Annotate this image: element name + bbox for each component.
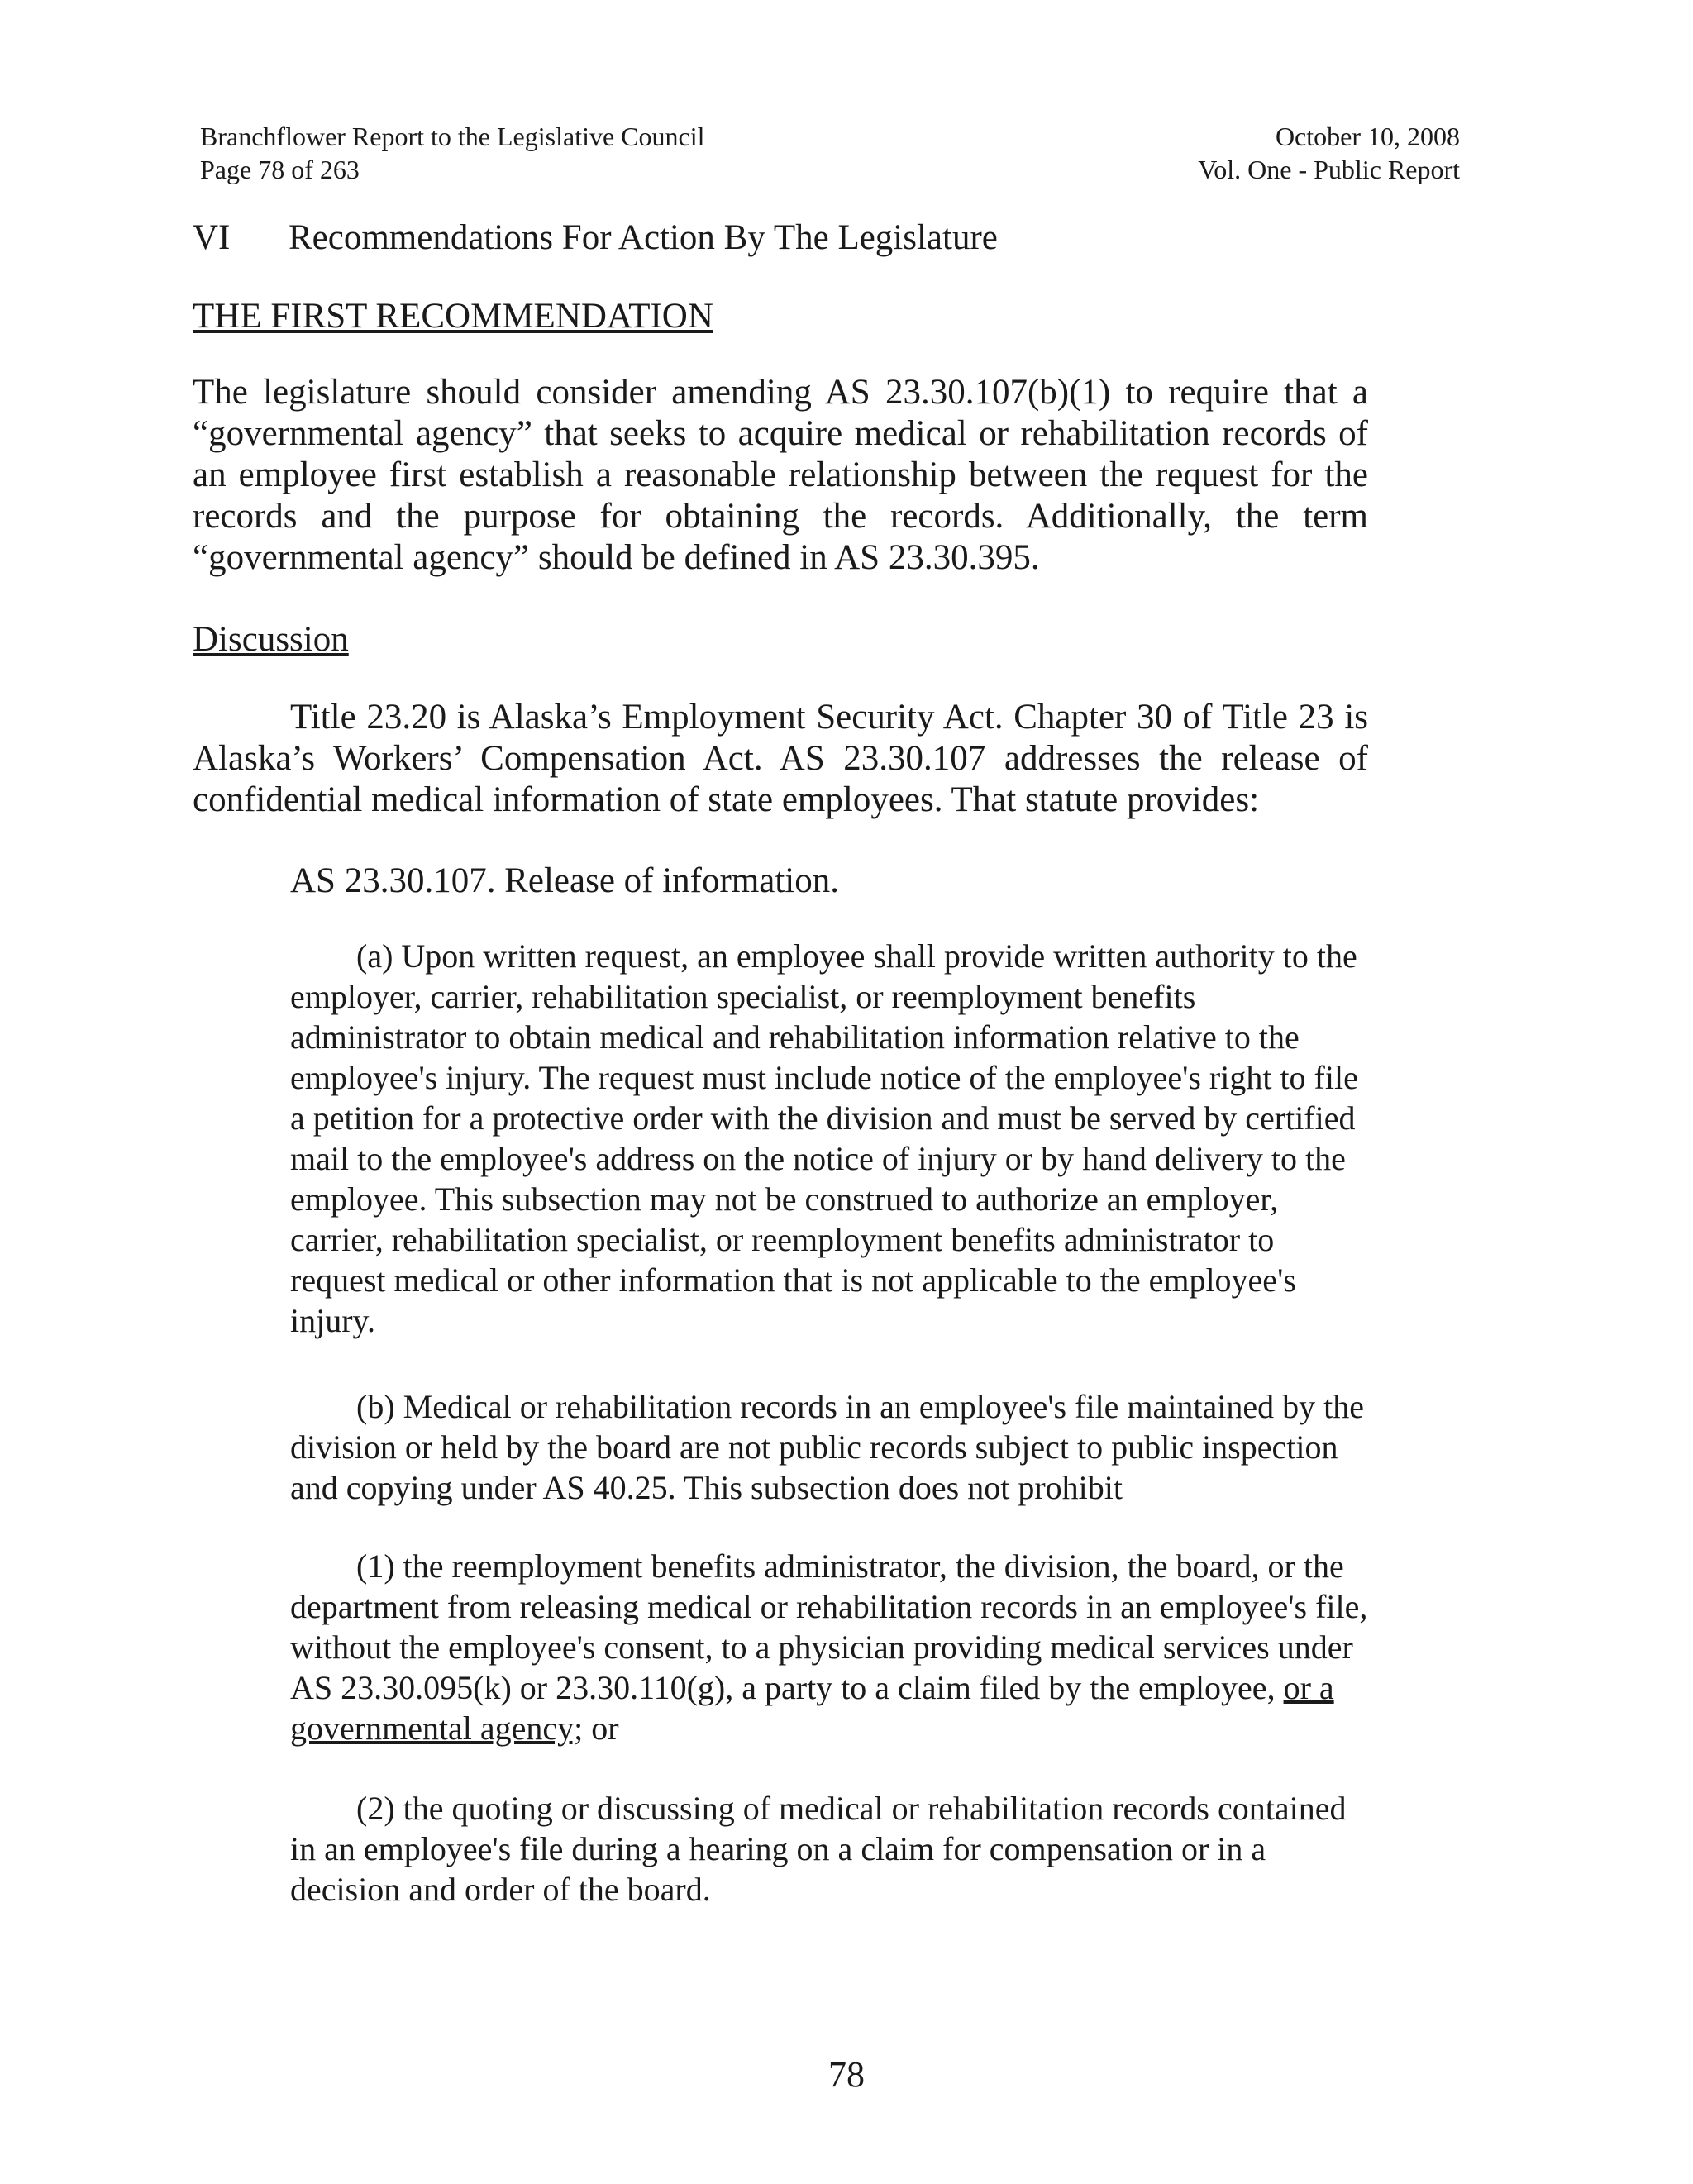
header-left	[200, 120, 705, 186]
governmental-agency-underlined: or a governmental agency;	[290, 1669, 1334, 1747]
page-number: 78	[828, 2054, 865, 2095]
section-title-text: Recommendations For Action By The Legislature	[289, 218, 998, 257]
volume-label: Vol. One - Public Report	[1198, 155, 1460, 184]
discussion-paragraph: Title 23.20 is Alaska’s Employment Security Act. Chapter 30 of Title 23 is Alaska’s Workers’ Compensation Act. AS 23.30.107 addresses the release of confidential medical information of state employees. That statute provides:	[193, 698, 1368, 819]
statute-title: AS 23.30.107. Release of information.	[290, 861, 840, 900]
statute-subsection-b: (b) Medical or rehabilitation records in an employee's file maintained by the division or held by the board are not public records subject to public inspection and copying under AS 40.25. This subsection does not prohibit	[290, 1388, 1365, 1506]
subsection-b1-text: (1) the reemployment benefits administrator, the division, the board, or the department from releasing medical or rehabilitation records in an employee's file, without the employee's consent, to a physician providing medical services under AS 23.30.095(k) or 23.30.110(g), a party to a claim filed by the employee,	[290, 1547, 1368, 1706]
header-right	[1198, 120, 1460, 186]
discussion-heading: Discussion	[193, 620, 349, 659]
section-heading	[193, 215, 998, 261]
recommendation-paragraph: The legislature should consider amending AS 23.30.107(b)(1) to require that a “governmental agency” that seeks to acquire medical or rehabilitation records of an employee first establish a reasonable relationship between the request for the records and the purpose for obtaining the records. Additionally, the term “governmental agency” should be defined in AS 23.30.395.	[193, 373, 1368, 577]
statute-subsection-b1	[290, 1546, 1373, 1748]
report-date: October 10, 2008	[1275, 122, 1460, 151]
report-title: Branchflower Report to the Legislative Council	[200, 122, 705, 151]
page-count: Page 78 of 263	[200, 155, 360, 184]
recommendation-heading: THE FIRST RECOMMENDATION	[193, 297, 713, 336]
section-number: VI	[193, 218, 231, 257]
statute-subsection-b2: (2) the quoting or discussing of medical or rehabilitation records contained in an employee's file during a hearing on a claim for compensation or in a decision and order of the board.	[290, 1790, 1347, 1908]
subsection-b1-tail: or	[583, 1710, 619, 1747]
statute-subsection-a: (a) Upon written request, an employee shall provide written authority to the employer, carrier, rehabilitation specialist, or reemployment benefits administrator to obtain medical and rehabilitation information relative to the employee's injury. The request must include notice of the employee's right to file a petition for a protective order with the division and must be served by certified mail to the employee's address on the notice of injury or by hand delivery to the employee. This subsection may not be construed to authorize an employer, carrier, rehabilitation specialist, or reemployment benefits administrator to request medical or other information that is not applicable to the employee's injury.	[290, 937, 1358, 1339]
